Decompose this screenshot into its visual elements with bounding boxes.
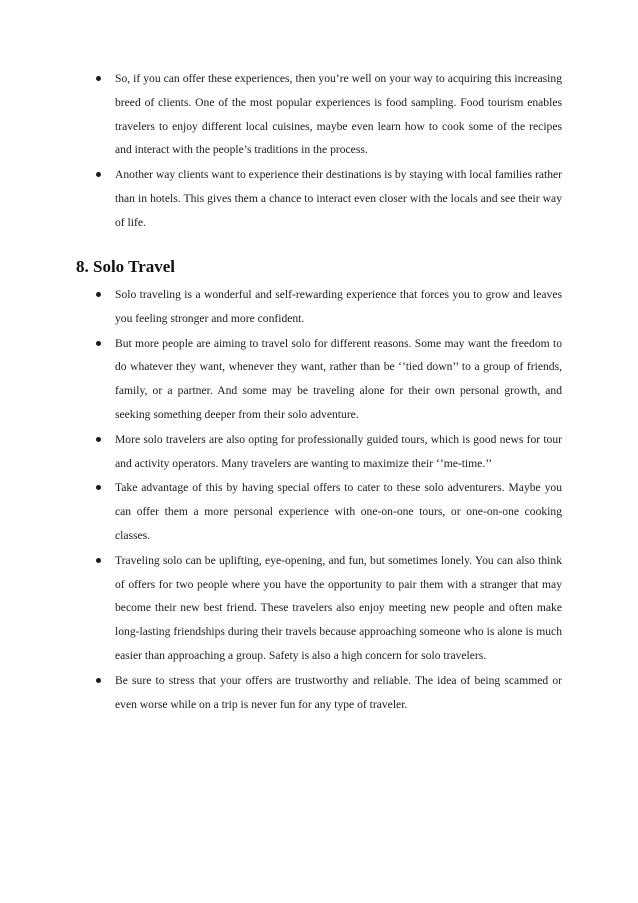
- bullet-text: Another way clients want to experience their destinations is by staying with local families rather than in hotels. This gives them a chance to interact even closer with the locals and see their way of life.: [115, 168, 562, 229]
- bullet-item: [92, 67, 562, 162]
- bullet-dot-icon: [96, 292, 101, 297]
- bullet-dot-icon: [96, 437, 101, 442]
- bullet-dot-icon: [96, 485, 101, 490]
- bullet-item: [92, 283, 562, 331]
- bullet-item: [92, 163, 562, 234]
- bullet-text: Be sure to stress that your offers are trustworthy and reliable. The idea of being scammed or even worse while on a trip is never fun for any type of traveler.: [115, 673, 562, 711]
- bullet-dot-icon: [96, 76, 101, 81]
- bullet-dot-icon: [96, 678, 101, 683]
- bullet-dot-icon: [96, 558, 101, 563]
- section-heading: 8. Solo Travel: [76, 257, 176, 276]
- bullet-item: [92, 428, 562, 476]
- bullet-text: So, if you can offer these experiences, then you’re well on your way to acquiring this increasing breed of clients. One of the most popular experiences is food sampling. Food tourism enables travelers to enjoy different local cuisines, maybe even learn how to cook some of the recipes and interact with the people’s traditions in the process.: [115, 72, 562, 157]
- bullet-text: Solo traveling is a wonderful and self-rewarding experience that forces you to grow and leaves you feeling stronger and more confident.: [115, 288, 562, 325]
- bullet-item: [92, 669, 562, 717]
- bullet-text: But more people are aiming to travel solo for different reasons. Some may want the freedom to do whatever they want, whenever they want, rather than be ‘’tied down’’ to a group of friends, family, or a partner. And some may be traveling alone for their own personal growth, and seeking something deeper from their solo adventure.: [115, 336, 562, 421]
- bullet-dot-icon: [96, 172, 101, 177]
- bullet-item: [92, 476, 562, 547]
- bullet-item: [92, 549, 562, 668]
- intro-bullet-list: [92, 67, 562, 236]
- bullet-text: Take advantage of this by having special offers to cater to these solo adventurers. Maybe you can offer them a more personal experience with one-on-one tours, or one-on-one cooking classes.: [115, 481, 562, 542]
- bullet-item: [92, 332, 562, 427]
- solo-travel-bullet-list: [92, 283, 562, 717]
- bullet-dot-icon: [96, 341, 101, 346]
- bullet-text: More solo travelers are also opting for professionally guided tours, which is good news for tour and activity operators. Many travelers are wanting to maximize their ‘’me-time.’’: [115, 432, 562, 470]
- bullet-text: Traveling solo can be uplifting, eye-opening, and fun, but sometimes lonely. You can also think of offers for two people where you have the opportunity to pair them with a stranger that may become their new best friend. These travelers also enjoy meeting new people and often make long-lasting friendships during their travels because approaching someone who is alone is much easier than approaching a group. Safety is also a high concern for solo travelers.: [115, 553, 562, 662]
